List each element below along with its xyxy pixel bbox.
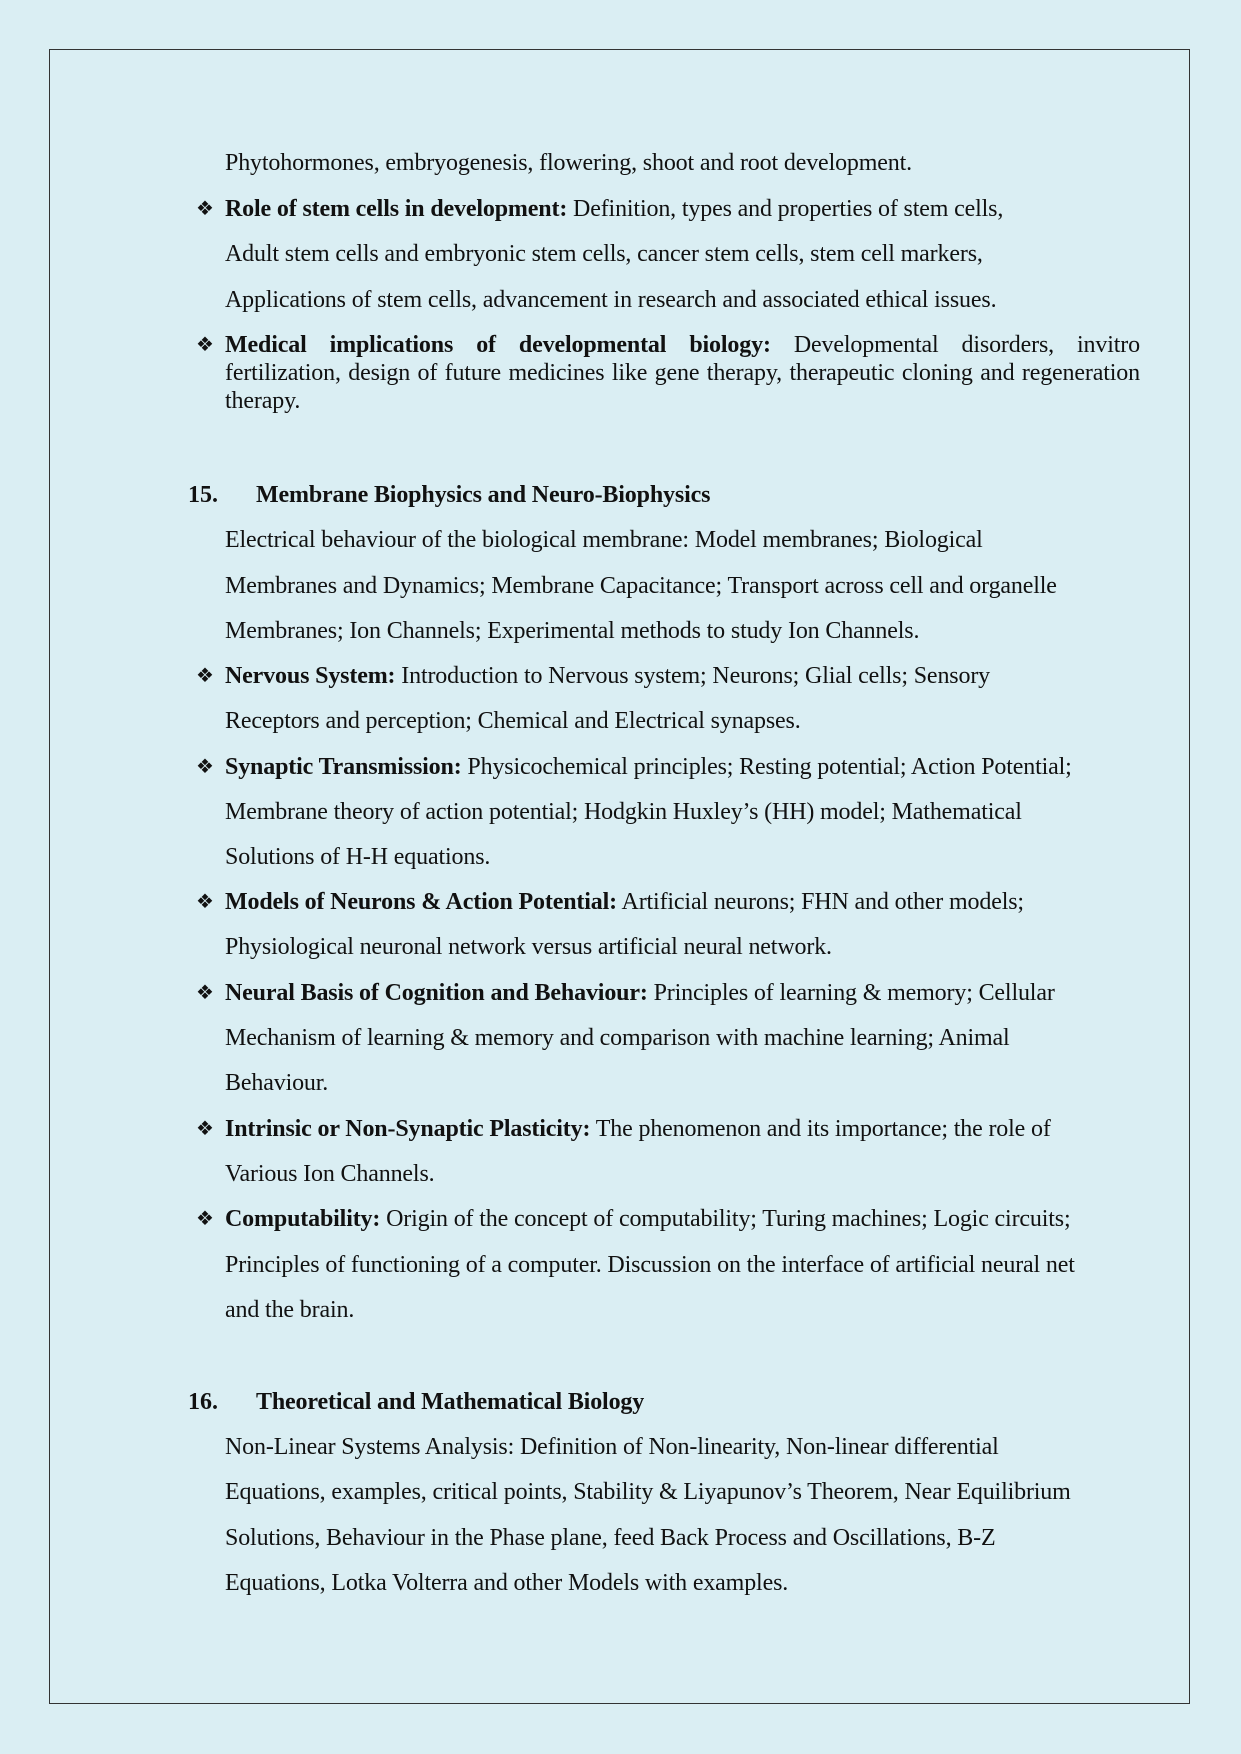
stem-cells-line2: Adult stem cells and embryonic stem cells, cancer stem cells, stem cell markers, (225, 241, 983, 267)
bullet-icon: ❖ (196, 756, 214, 778)
stem-cells-line3: Applications of stem cells, advancement in research and associated ethical issues. (225, 287, 997, 313)
section-16-title: Theoretical and Mathematical Biology (256, 1389, 645, 1415)
stem-cells-heading: Role of stem cells in development: (225, 196, 568, 222)
plasticity-heading: Intrinsic or Non-Synaptic Plasticity: (225, 1116, 591, 1142)
section-15-intro-line3: Membranes; Ion Channels; Experimental methods to study Ion Channels. (225, 618, 920, 644)
section-15-number: 15. (188, 482, 218, 508)
section-15-intro-line1: Electrical behaviour of the biological membrane: Model membranes; Biological (225, 527, 983, 553)
nervous-line1: Nervous System: Introduction to Nervous system; Neurons; Glial cells; Sensory (225, 663, 991, 689)
computability-line3: and the brain. (225, 1297, 355, 1323)
plasticity-line1: Intrinsic or Non-Synaptic Plasticity: The phenomenon and its importance; the role of (225, 1116, 1051, 1142)
models-line2: Physiological neuronal network versus artificial neural network. (225, 934, 832, 960)
bullet-icon: ❖ (196, 982, 214, 1004)
stem-cells-line1: Role of stem cells in development: Definition, types and properties of stem cells, (225, 196, 1004, 222)
cognition-line3: Behaviour. (225, 1070, 329, 1096)
cognition-heading: Neural Basis of Cognition and Behaviour: (225, 980, 648, 1006)
models-heading: Models of Neurons & Action Potential: (225, 889, 617, 915)
synaptic-line1: Synaptic Transmission: Physicochemical principles; Resting potential; Action Potential; (225, 754, 1072, 780)
nervous-heading: Nervous System: (225, 663, 396, 689)
section-16-line2: Equations, examples, critical points, Stability & Liyapunov’s Theorem, Near Equilibrium (225, 1479, 1071, 1505)
bullet-icon: ❖ (196, 198, 214, 220)
section-16-line4: Equations, Lotka Volterra and other Models with examples. (225, 1570, 789, 1596)
section-15-intro-line2: Membranes and Dynamics; Membrane Capacitance; Transport across cell and organelle (225, 573, 1057, 599)
computability-line1: Computability: Origin of the concept of computability; Turing machines; Logic circuits; (225, 1206, 1071, 1232)
medical-heading: Medical implications of developmental biology: (225, 332, 771, 358)
bullet-icon: ❖ (196, 1118, 214, 1140)
section-16-line3: Solutions, Behaviour in the Phase plane, feed Back Process and Oscillations, B-Z (225, 1525, 996, 1551)
bullet-icon: ❖ (196, 334, 214, 356)
nervous-line2: Receptors and perception; Chemical and Electrical synapses. (225, 708, 801, 734)
synaptic-line3: Solutions of H-H equations. (225, 844, 491, 870)
bullet-icon: ❖ (196, 1208, 214, 1230)
cognition-line1: Neural Basis of Cognition and Behaviour: Principles of learning & memory; Cellular (225, 980, 1055, 1006)
intro-line: Phytohormones, embryogenesis, flowering, shoot and root development. (225, 150, 913, 176)
bullet-icon: ❖ (196, 891, 214, 913)
synaptic-line2: Membrane theory of action potential; Hodgkin Huxley’s (HH) model; Mathematical (225, 799, 1022, 825)
plasticity-line2: Various Ion Channels. (225, 1161, 435, 1187)
synaptic-heading: Synaptic Transmission: (225, 754, 462, 780)
computability-line2: Principles of functioning of a computer. Discussion on the interface of artificial neural net (225, 1252, 1075, 1278)
cognition-line2: Mechanism of learning & memory and comparison with machine learning; Animal (225, 1025, 1010, 1051)
computability-heading: Computability: (225, 1206, 381, 1232)
section-15-title: Membrane Biophysics and Neuro-Biophysics (256, 482, 711, 508)
bullet-icon: ❖ (196, 665, 214, 687)
medical-paragraph: Medical implications of developmental biology: Developmental disorders, invitro fertilization, design of future medicines like gene therapy, therapeutic cloning and regeneration therapy. (225, 332, 1140, 414)
section-16-line1: Non-Linear Systems Analysis: Definition of Non-linearity, Non-linear differential (225, 1434, 999, 1460)
models-line1: Models of Neurons & Action Potential: Artificial neurons; FHN and other models; (225, 889, 1024, 915)
section-16-number: 16. (188, 1389, 218, 1415)
